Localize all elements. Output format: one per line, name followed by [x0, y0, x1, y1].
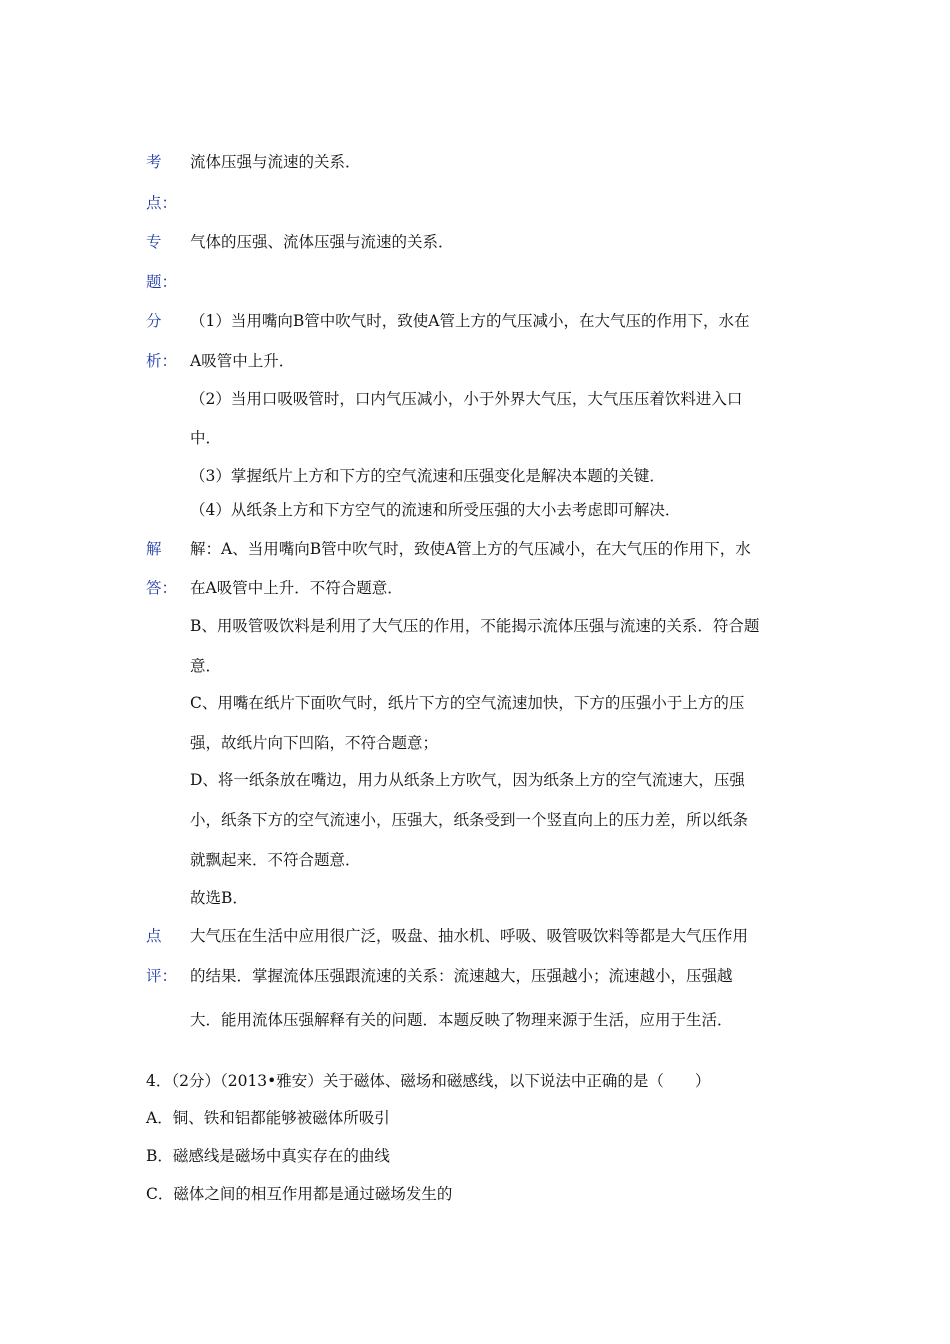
label-zhuanti-1: 专	[146, 233, 162, 251]
jieda-line-5: C、用嘴在纸片下面吹气时，纸片下方的空气流速加快，下方的压强小于上方的压	[190, 694, 745, 712]
option-c: C．磁体之间的相互作用都是通过磁场发生的	[146, 1185, 453, 1203]
jieda-line-7: D、将一纸条放在嘴边，用力从纸条上方吹气，因为纸条上方的空气流速大，压强	[190, 771, 745, 789]
fenxi-line-2: A吸管中上升．	[190, 352, 295, 370]
label-fenxi-2: 析：	[146, 352, 178, 370]
dianping-line-1: 大气压在生活中应用很广泛，吸盘、抽水机、呼吸、吸管吸饮料等都是大气压作用	[190, 927, 749, 945]
label-fenxi-1: 分	[146, 312, 162, 330]
label-dianping-2: 评：	[146, 967, 178, 985]
label-jieda-1: 解	[146, 540, 162, 558]
jieda-line-9: 就飘起来．不符合题意．	[190, 851, 361, 869]
jieda-line-6: 强，故纸片向下凹陷，不符合题意；	[190, 734, 439, 752]
dianping-line-2: 的结果．掌握流体压强跟流速的关系：流速越大，压强越小；流速越小，压强越	[190, 967, 733, 985]
fenxi-line-5: （3）掌握纸片上方和下方的空气流速和压强变化是解决本题的关键．	[190, 467, 665, 485]
option-a: A．铜、铁和铝都能够被磁体所吸引	[146, 1109, 390, 1127]
fenxi-line-6: （4）从纸条上方和下方空气的流速和所受压强的大小去考虑即可解决．	[190, 501, 681, 519]
label-kaodian-2: 点：	[146, 194, 178, 212]
label-jieda-2: 答：	[146, 579, 178, 597]
zhuanti-text: 气体的压强、流体压强与流速的关系．	[190, 233, 454, 251]
jieda-line-8: 小，纸条下方的空气流速小，压强大，纸条受到一个竖直向上的压力差，所以纸条	[190, 811, 749, 829]
jieda-line-10: 故选B．	[190, 889, 248, 907]
fenxi-line-4: 中．	[190, 429, 222, 447]
jieda-line-1: 解：A、当用嘴向B管中吹气时，致使A管上方的气压减小，在大气压的作用下，水	[190, 540, 751, 558]
kaodian-text: 流体压强与流速的关系．	[190, 153, 361, 171]
question-stem: 4．（2分）（2013•雅安）关于磁体、磁场和磁感线，以下说法中正确的是（ ）	[146, 1072, 711, 1090]
jieda-line-3: B、用吸管吸饮料是利用了大气压的作用，不能揭示流体压强与流速的关系．符合题	[190, 617, 760, 635]
label-dianping-1: 点	[146, 927, 162, 945]
fenxi-line-3: （2）当用口吸吸管时，口内气压减小，小于外界大气压，大气压压着饮料进入口	[190, 390, 743, 408]
label-zhuanti-2: 题：	[146, 273, 178, 291]
label-kaodian-1: 考	[146, 153, 162, 171]
jieda-line-4: 意．	[190, 657, 222, 675]
option-b: B．磁感线是磁场中真实存在的曲线	[146, 1147, 390, 1165]
dianping-line-3: 大．能用流体压强解释有关的问题．本题反映了物理来源于生活，应用于生活．	[190, 1011, 733, 1029]
fenxi-line-1: （1）当用嘴向B管中吹气时，致使A管上方的气压减小，在大气压的作用下，水在	[190, 312, 750, 330]
jieda-line-2: 在A吸管中上升．不符合题意．	[190, 579, 403, 597]
